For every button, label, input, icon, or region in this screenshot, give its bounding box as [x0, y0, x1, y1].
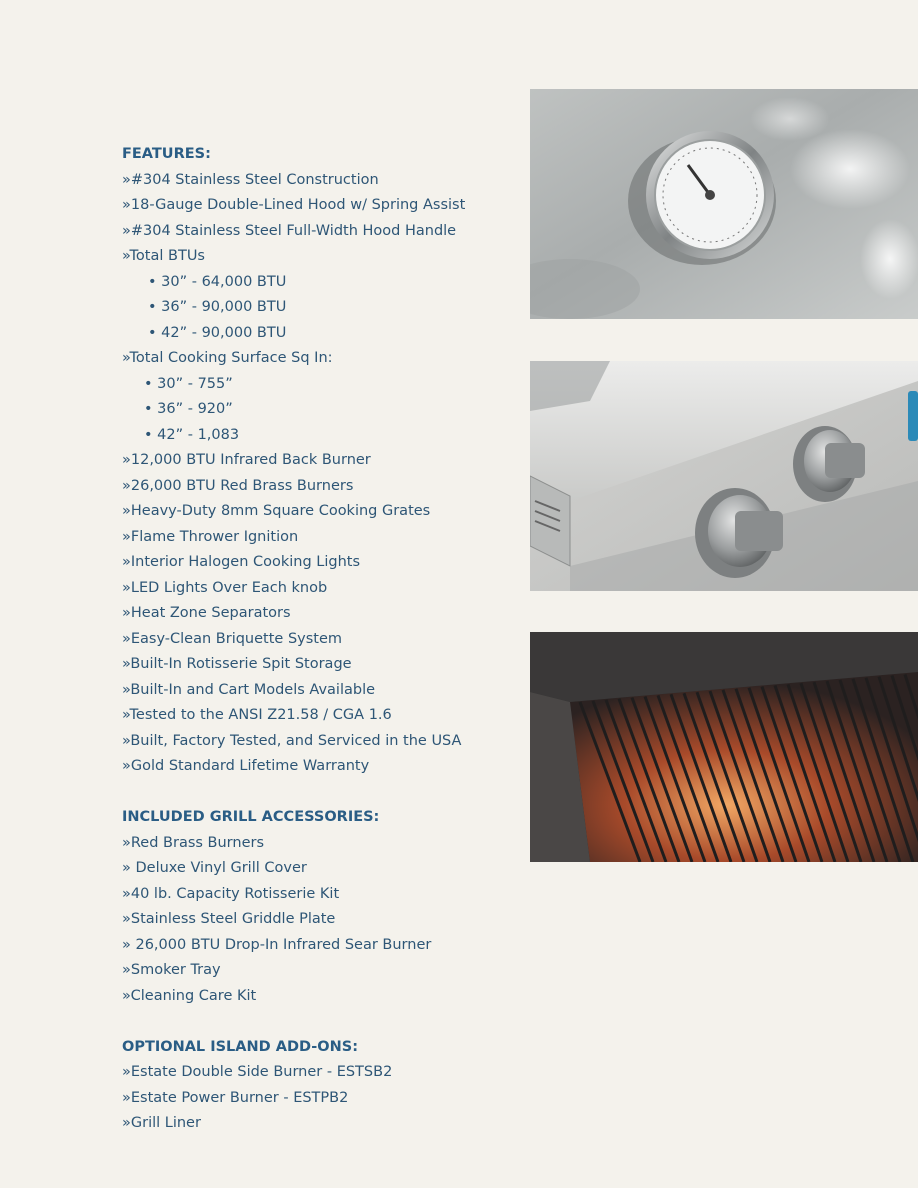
feature-item: »Built-In Rotisserie Spit Storage	[122, 656, 352, 672]
feature-item: »Built, Factory Tested, and Serviced in the USA	[122, 732, 462, 749]
feature-item: »LED Lights Over Each knob	[122, 579, 328, 596]
grates-illustration	[530, 632, 918, 862]
feature-item: »#304 Stainless Steel Full-Width Hood Handle	[122, 222, 457, 239]
thermometer-illustration	[530, 89, 918, 319]
feature-item: »#304 Stainless Steel Construction	[122, 171, 379, 188]
spec-column	[122, 142, 522, 1137]
accessories-heading: INCLUDED GRILL ACCESSORIES:	[122, 809, 380, 825]
accessory-item: »Cleaning Care Kit	[122, 987, 257, 1004]
accessory-item: »40 lb. Capacity Rotisserie Kit	[122, 885, 340, 902]
section-gap	[122, 780, 522, 806]
surface-item: • 30” - 755”	[144, 375, 233, 392]
section-gap	[122, 1009, 522, 1035]
feature-item: »Total BTUs	[122, 248, 205, 264]
control-knobs-photo	[530, 361, 918, 591]
accessory-item: »Smoker Tray	[122, 962, 221, 978]
knobs-illustration	[530, 361, 918, 591]
surface-item: • 42” - 1,083	[144, 426, 240, 443]
feature-item: »12,000 BTU Infrared Back Burner	[122, 452, 371, 468]
features-heading: FEATURES:	[122, 146, 211, 162]
addon-item: »Estate Power Burner - ESTPB2	[122, 1089, 349, 1106]
btu-item: • 42” - 90,000 BTU	[148, 324, 287, 341]
addons-heading: OPTIONAL ISLAND ADD-ONS:	[122, 1038, 359, 1055]
feature-item: »Heat Zone Separators	[122, 605, 291, 621]
accessory-item: » 26,000 BTU Drop-In Infrared Sear Burner	[122, 936, 432, 953]
feature-item: »Easy-Clean Briquette System	[122, 630, 343, 647]
accessory-item: » Deluxe Vinyl Grill Cover	[122, 860, 307, 876]
feature-item: »Heavy-Duty 8mm Square Cooking Grates	[122, 503, 431, 519]
thermometer-photo	[530, 89, 918, 319]
feature-item: »Gold Standard Lifetime Warranty	[122, 758, 370, 774]
btu-item: • 30” - 64,000 BTU	[148, 273, 287, 290]
surface-item: • 36” - 920”	[144, 401, 233, 417]
feature-item: »Built-In and Cart Models Available	[122, 681, 376, 698]
feature-item: »18-Gauge Double-Lined Hood w/ Spring Assist	[122, 197, 466, 213]
btu-item: • 36” - 90,000 BTU	[148, 299, 287, 315]
addon-item: »Estate Double Side Burner - ESTSB2	[122, 1064, 393, 1080]
feature-item: »Interior Halogen Cooking Lights	[122, 554, 361, 570]
feature-item: »26,000 BTU Red Brass Burners	[122, 477, 354, 494]
accessory-item: »Red Brass Burners	[122, 834, 265, 851]
feature-item: »Tested to the ANSI Z21.58 / CGA 1.6	[122, 707, 392, 723]
accessory-item: »Stainless Steel Griddle Plate	[122, 911, 336, 927]
surface-label: »Total Cooking Surface Sq In:	[122, 350, 333, 366]
cooking-grates-photo	[530, 632, 918, 862]
feature-item: »Flame Thrower Ignition	[122, 528, 299, 545]
addon-item: »Grill Liner	[122, 1115, 201, 1131]
